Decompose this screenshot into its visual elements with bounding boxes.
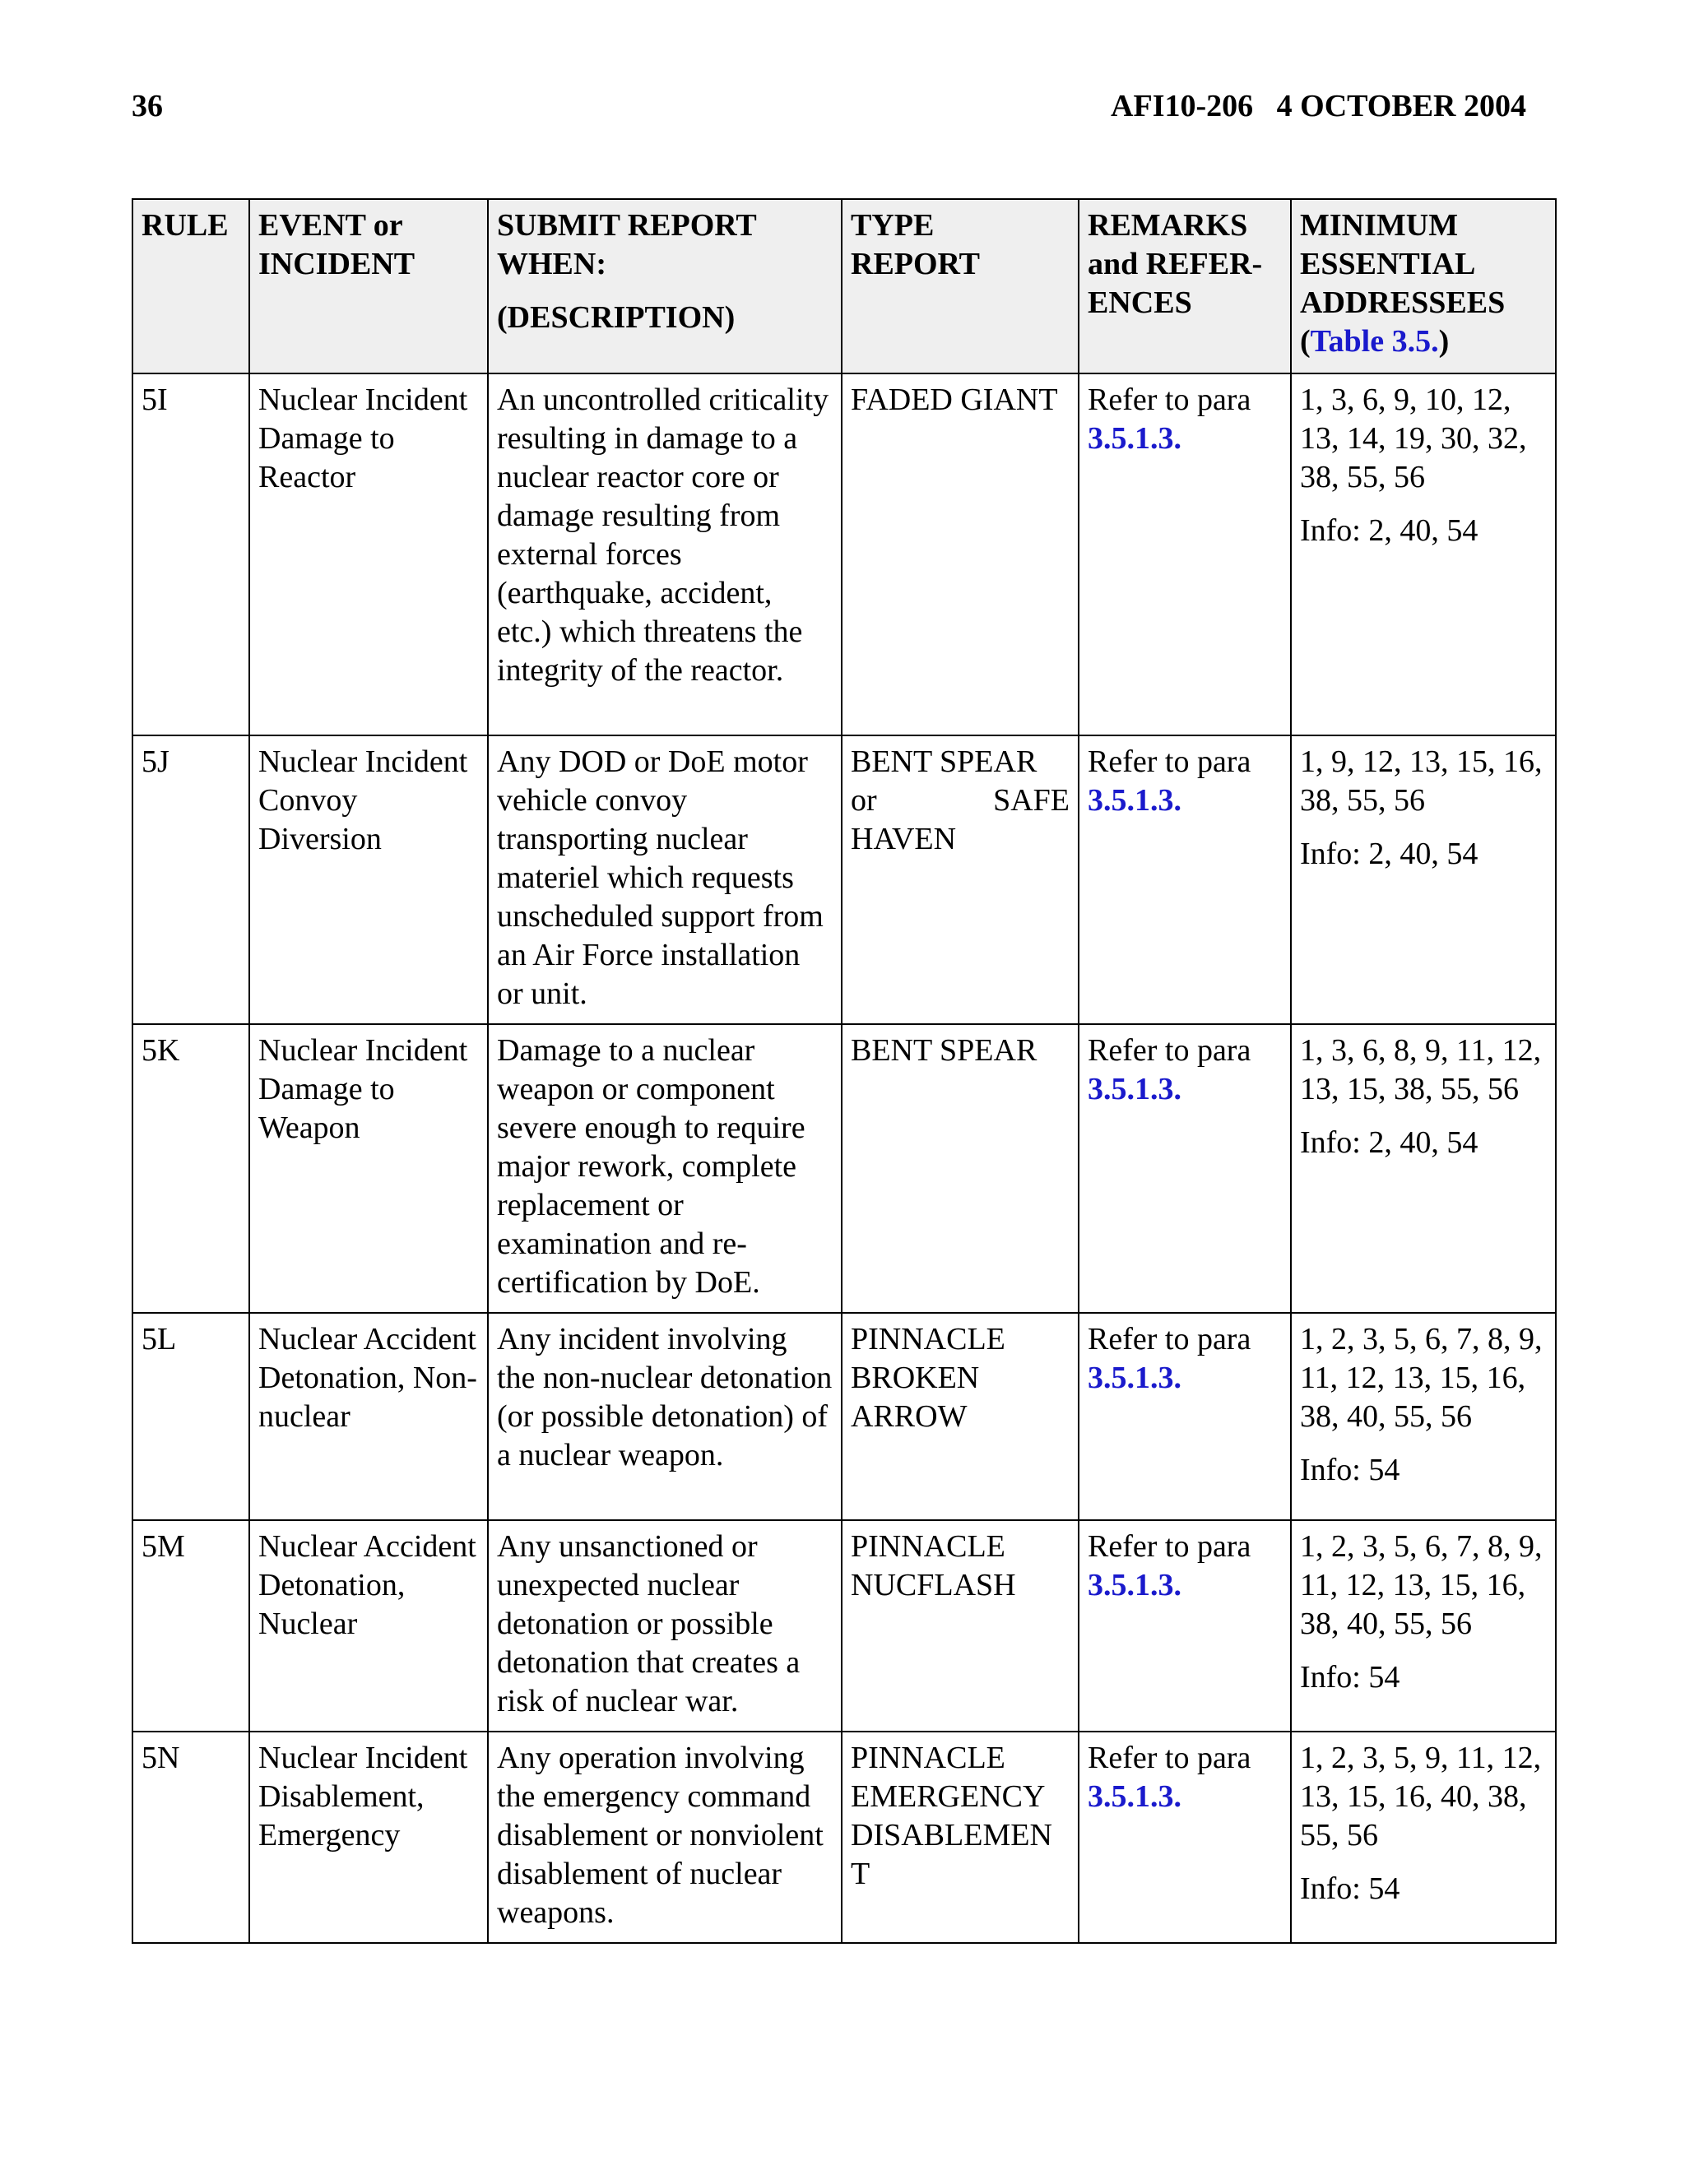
description-cell: Any unsanctioned or unexpected nuclear detonation or possible detonation that creates a risk of nuclear war. xyxy=(488,1520,842,1732)
table-row xyxy=(132,1024,1556,1313)
addressees-list: 1, 9, 12, 13, 15, 16, 38, 55, 56 xyxy=(1300,744,1543,818)
type-cell: PINNACLE EMERGENCY DISABLEMEN T xyxy=(842,1732,1079,1943)
table-row xyxy=(132,1732,1556,1943)
column-header-submit xyxy=(488,199,842,373)
event-cell: Nuclear Incident Damage to Weapon xyxy=(249,1024,488,1313)
type-or: or xyxy=(851,783,877,818)
addressees-list: 1, 2, 3, 5, 6, 7, 8, 9, 11, 12, 13, 15, 16, 38, 40, 55, 56 xyxy=(1300,1322,1543,1434)
type-cell xyxy=(842,735,1079,1024)
rule-cell: 5L xyxy=(132,1313,249,1520)
event-cell: Nuclear Incident Disablement, Emergency xyxy=(249,1732,488,1943)
column-header-type: TYPE REPORT xyxy=(842,199,1079,373)
event-cell: Nuclear Incident Damage to Reactor xyxy=(249,373,488,735)
info-addressees: Info: 54 xyxy=(1300,1453,1400,1487)
type-cell: BENT SPEAR xyxy=(842,1024,1079,1313)
column-header-addressees-label: MINIMUM ESSENTIAL ADDRESSEES xyxy=(1300,208,1506,320)
description-cell: Damage to a nuclear weapon or component severe enough to require major rework, complete replacement or examination and re-certification by DoE. xyxy=(488,1024,842,1313)
info-addressees: Info: 2, 40, 54 xyxy=(1300,837,1478,871)
addressees-cell xyxy=(1291,1732,1556,1943)
event-cell: Nuclear Incident Convoy Diversion xyxy=(249,735,488,1024)
remarks-text: Refer to para xyxy=(1088,383,1251,417)
rule-cell: 5J xyxy=(132,735,249,1024)
type-cell: PINNACLE BROKEN ARROW xyxy=(842,1313,1079,1520)
info-addressees: Info: 54 xyxy=(1300,1871,1400,1906)
info-addressees: Info: 2, 40, 54 xyxy=(1300,513,1478,548)
para-link[interactable]: 3.5.1.3. xyxy=(1088,1568,1181,1602)
column-header-remarks: REMARKS and REFER-ENCES xyxy=(1079,199,1291,373)
remarks-text: Refer to para xyxy=(1088,1529,1251,1564)
addressees-list: 1, 3, 6, 8, 9, 11, 12, 13, 15, 38, 55, 56 xyxy=(1300,1033,1542,1106)
type-cell: PINNACLE NUCFLASH xyxy=(842,1520,1079,1732)
column-header-description: (DESCRIPTION) xyxy=(497,300,736,335)
rule-cell: 5I xyxy=(132,373,249,735)
remarks-text: Refer to para xyxy=(1088,1322,1251,1356)
addressees-cell xyxy=(1291,373,1556,735)
event-cell: Nuclear Accident Detonation, Non-nuclear xyxy=(249,1313,488,1520)
addressees-list: 1, 2, 3, 5, 9, 11, 12, 13, 15, 16, 40, 38, 55, 56 xyxy=(1300,1741,1542,1852)
para-link[interactable]: 3.5.1.3. xyxy=(1088,1779,1181,1814)
remarks-text: Refer to para xyxy=(1088,1033,1251,1068)
table-3-5-link[interactable]: Table 3.5. xyxy=(1310,324,1439,359)
info-addressees: Info: 2, 40, 54 xyxy=(1300,1125,1478,1160)
column-header-event: EVENT or INCIDENT xyxy=(249,199,488,373)
table-row xyxy=(132,373,1556,735)
report-table xyxy=(132,198,1557,1944)
description-cell: Any incident involving the non-nuclear detonation (or possible detonation) of a nuclear weapon. xyxy=(488,1313,842,1520)
addressees-list: 1, 2, 3, 5, 6, 7, 8, 9, 11, 12, 13, 15, 16, 38, 40, 55, 56 xyxy=(1300,1529,1543,1641)
type-cell: FADED GIANT xyxy=(842,373,1079,735)
addressees-cell xyxy=(1291,1024,1556,1313)
column-header-addressees-close: ) xyxy=(1438,324,1450,359)
remarks-cell xyxy=(1079,1520,1291,1732)
para-link[interactable]: 3.5.1.3. xyxy=(1088,783,1181,818)
rule-cell: 5N xyxy=(132,1732,249,1943)
remarks-text: Refer to para xyxy=(1088,744,1251,779)
column-header-rule: RULE xyxy=(132,199,249,373)
remarks-cell xyxy=(1079,1732,1291,1943)
type-line-3: HAVEN xyxy=(851,822,957,856)
addressees-cell xyxy=(1291,1313,1556,1520)
column-header-addressees xyxy=(1291,199,1556,373)
addressees-cell xyxy=(1291,1520,1556,1732)
info-addressees: Info: 54 xyxy=(1300,1660,1400,1695)
description-cell: Any operation involving the emergency command disablement or nonviolent disablement of nuclear weapons. xyxy=(488,1732,842,1943)
rule-cell: 5M xyxy=(132,1520,249,1732)
para-link[interactable]: 3.5.1.3. xyxy=(1088,421,1181,456)
type-line-1: BENT SPEAR xyxy=(851,744,1037,779)
remarks-cell xyxy=(1079,1024,1291,1313)
description-cell: Any DOD or DoE motor vehicle convoy transporting nuclear materiel which requests unscheduled support from an Air Force installation or unit. xyxy=(488,735,842,1024)
remarks-cell xyxy=(1079,373,1291,735)
type-safe: SAFE xyxy=(993,783,1070,818)
para-link[interactable]: 3.5.1.3. xyxy=(1088,1361,1181,1395)
table-row xyxy=(132,1313,1556,1520)
column-header-submit-label: SUBMIT REPORT WHEN: xyxy=(497,208,757,281)
addressees-cell xyxy=(1291,735,1556,1024)
event-cell: Nuclear Accident Detonation, Nuclear xyxy=(249,1520,488,1732)
remarks-text: Refer to para xyxy=(1088,1741,1251,1775)
remarks-cell xyxy=(1079,1313,1291,1520)
remarks-cell xyxy=(1079,735,1291,1024)
table-row xyxy=(132,1520,1556,1732)
addressees-list: 1, 3, 6, 9, 10, 12, 13, 14, 19, 30, 32, 38, 55, 56 xyxy=(1300,383,1527,494)
column-header-addressees-open: ( xyxy=(1300,324,1311,359)
para-link[interactable]: 3.5.1.3. xyxy=(1088,1072,1181,1106)
rule-cell: 5K xyxy=(132,1024,249,1313)
table-header-row xyxy=(132,199,1556,373)
document-header: AFI10-206 4 OCTOBER 2004 xyxy=(1111,89,1526,123)
type-line-2 xyxy=(851,781,1070,820)
description-cell: An uncontrolled criticality resulting in damage to a nuclear reactor core or damage resulting from external forces (earthquake, accident, etc.) which threatens the integrity of the reactor. xyxy=(488,373,842,735)
page-number: 36 xyxy=(132,89,163,123)
table-row xyxy=(132,735,1556,1024)
